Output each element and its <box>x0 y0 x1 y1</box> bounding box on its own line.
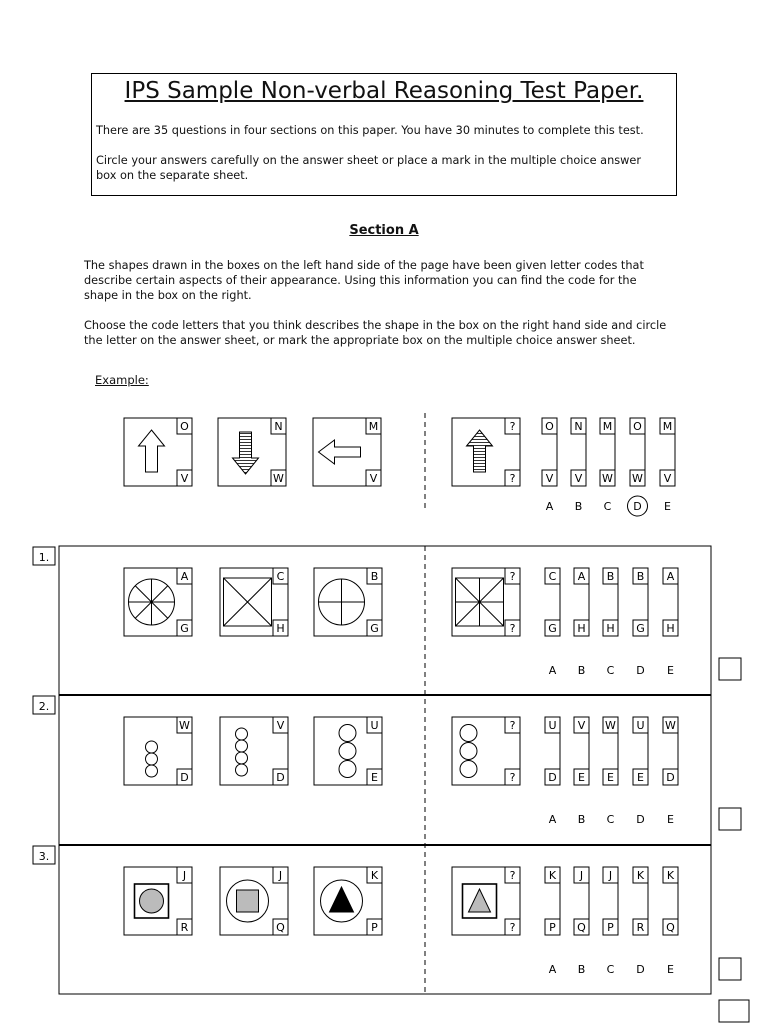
code-letter-bottom: P <box>371 921 378 934</box>
question-shape <box>220 568 288 636</box>
circle-with-black-triangle-icon <box>321 880 363 922</box>
option-code-bottom: V <box>545 472 554 485</box>
option-code-top: M <box>602 420 613 433</box>
option-code-bottom: D <box>666 771 675 784</box>
option-code-top: O <box>545 420 554 433</box>
option-letter: C <box>606 963 615 976</box>
page-title: IPS Sample Non-verbal Reasoning Test Paper. <box>124 78 644 104</box>
option-code-bottom: G <box>548 622 557 635</box>
intro-text-line: There are 35 questions in four sections on this paper. You have 30 minutes to complete this test. <box>96 124 644 137</box>
question-option <box>545 568 560 677</box>
code-letter-bottom: ? <box>509 921 516 934</box>
option-code-bottom: Q <box>577 921 586 934</box>
example-option <box>542 418 557 513</box>
question-option <box>574 867 589 976</box>
code-letter-bottom: V <box>180 472 189 485</box>
code-letter-top: B <box>370 570 379 583</box>
code-letter-bottom: Q <box>276 921 285 934</box>
option-code-bottom: G <box>636 622 645 635</box>
option-code-top: V <box>577 719 586 732</box>
circle-cross-icon <box>319 579 365 625</box>
code-letter-top: W <box>179 719 190 732</box>
question-number: 1. <box>38 551 50 564</box>
option-code-bottom: P <box>549 921 556 934</box>
code-letter-top: J <box>278 869 283 882</box>
example-shape <box>313 418 381 486</box>
option-code-bottom: E <box>637 771 644 784</box>
code-letter-top: C <box>276 570 285 583</box>
question-option <box>545 867 560 976</box>
option-code-top: K <box>636 869 645 882</box>
option-letter: A <box>548 963 557 976</box>
option-letter: B <box>574 500 583 513</box>
square-with-grey-triangle-icon <box>463 884 497 918</box>
question-target <box>452 867 520 935</box>
option-code-top: O <box>633 420 642 433</box>
question-1 <box>33 547 55 565</box>
example-shape <box>218 418 286 486</box>
option-letter: C <box>606 813 615 826</box>
intro-text-line: box on the separate sheet. <box>96 169 249 182</box>
example-shape <box>124 418 192 486</box>
option-code-bottom: E <box>607 771 614 784</box>
code-letter-top: M <box>368 420 379 433</box>
example-option <box>660 418 675 513</box>
option-code-bottom: E <box>578 771 585 784</box>
question-option <box>574 717 589 826</box>
example-option <box>571 418 586 513</box>
instruction-line: The shapes drawn in the boxes on the left hand side of the page have been given letter codes that <box>84 259 644 272</box>
code-letter-top: J <box>182 869 187 882</box>
option-letter: C <box>606 664 615 677</box>
option-code-bottom: P <box>607 921 614 934</box>
option-code-top: K <box>666 869 675 882</box>
instruction-line: shape in the box on the right. <box>84 289 252 302</box>
option-code-bottom: W <box>632 472 643 485</box>
option-code-top: W <box>665 719 676 732</box>
question-option <box>633 568 648 677</box>
option-letter: E <box>667 664 674 677</box>
option-code-top: A <box>577 570 586 583</box>
option-letter: A <box>548 813 557 826</box>
code-letter-bottom: G <box>180 622 189 635</box>
code-letter-bottom: V <box>369 472 378 485</box>
question-option <box>663 717 678 826</box>
square-x-icon <box>224 578 272 626</box>
question-shape <box>124 568 192 636</box>
code-letter-bottom: ? <box>509 472 516 485</box>
question-option <box>663 568 678 677</box>
option-letter: A <box>548 664 557 677</box>
option-code-bottom: H <box>666 622 675 635</box>
question-option <box>574 568 589 677</box>
option-code-top: U <box>636 719 645 732</box>
question-option <box>545 717 560 826</box>
option-letter: D <box>636 664 645 677</box>
section-heading: Section A <box>349 223 419 238</box>
option-letter: D <box>636 963 645 976</box>
example-label: Example: <box>95 373 149 387</box>
option-letter: B <box>577 813 586 826</box>
question-option <box>603 867 618 976</box>
code-letter-bottom: H <box>276 622 285 635</box>
question-option <box>633 867 648 976</box>
code-letter-top: ? <box>509 420 516 433</box>
option-code-top: J <box>579 869 584 882</box>
example-option <box>600 418 615 513</box>
question-target <box>452 568 520 636</box>
answer-checkbox[interactable] <box>719 1000 749 1022</box>
example-option <box>628 418 648 516</box>
question-number: 2. <box>38 700 50 713</box>
square-with-grey-circle-icon <box>135 884 169 918</box>
option-code-top: A <box>666 570 675 583</box>
instruction-line: the letter on the answer sheet, or mark the appropriate box on the multiple choice answer sheet. <box>84 334 636 347</box>
question-option <box>663 867 678 976</box>
code-letter-bottom: D <box>276 771 285 784</box>
code-letter-bottom: R <box>180 921 189 934</box>
code-letter-top: K <box>370 869 379 882</box>
code-letter-bottom: D <box>180 771 189 784</box>
question-2 <box>33 696 55 714</box>
code-letter-bottom: ? <box>509 622 516 635</box>
code-letter-top: U <box>370 719 379 732</box>
question-shape <box>314 867 382 935</box>
option-letter: E <box>667 963 674 976</box>
question-3 <box>33 846 55 864</box>
option-letter: A <box>545 500 554 513</box>
option-letter: E <box>664 500 671 513</box>
three-medium-circles-icon <box>460 725 477 778</box>
option-code-top: C <box>548 570 557 583</box>
option-code-top: U <box>548 719 557 732</box>
code-letter-bottom: E <box>371 771 378 784</box>
option-code-top: W <box>605 719 616 732</box>
option-letter: B <box>577 664 586 677</box>
question-shape <box>124 867 192 935</box>
option-code-top: B <box>606 570 615 583</box>
question-number: 3. <box>38 850 50 863</box>
option-code-bottom: Q <box>666 921 675 934</box>
intro-text-line: Circle your answers carefully on the answer sheet or place a mark in the multiple choice answer <box>96 154 641 167</box>
code-letter-top: ? <box>509 570 516 583</box>
instruction-line: describe certain aspects of their appearance. Using this information you can find the code for the <box>84 274 637 287</box>
code-letter-bottom: W <box>273 472 284 485</box>
question-shape <box>124 717 192 785</box>
answer-checkbox[interactable] <box>719 958 741 980</box>
option-letter: E <box>667 813 674 826</box>
option-letter: D <box>636 813 645 826</box>
option-code-top: N <box>574 420 583 433</box>
answer-checkbox[interactable] <box>719 808 741 830</box>
code-letter-top: N <box>274 420 283 433</box>
code-letter-top: ? <box>509 719 516 732</box>
question-shape <box>220 717 288 785</box>
option-code-bottom: R <box>636 921 645 934</box>
question-option <box>633 717 648 826</box>
option-code-bottom: H <box>577 622 586 635</box>
code-letter-top: V <box>276 719 285 732</box>
question-target <box>452 717 520 785</box>
option-code-bottom: H <box>606 622 615 635</box>
answer-checkbox[interactable] <box>719 658 741 680</box>
option-code-top: J <box>608 869 613 882</box>
code-letter-bottom: G <box>370 622 379 635</box>
option-code-top: B <box>636 570 645 583</box>
question-shape <box>220 867 288 935</box>
option-code-bottom: V <box>663 472 672 485</box>
code-letter-top: O <box>180 420 189 433</box>
option-letter: D <box>633 500 642 513</box>
question-option <box>603 568 618 677</box>
circle-eight-spokes-icon <box>129 579 175 625</box>
option-letter: C <box>603 500 612 513</box>
code-letter-top: A <box>180 570 189 583</box>
question-shape <box>314 568 382 636</box>
instruction-line: Choose the code letters that you think describes the shape in the box on the right hand side and circle <box>84 319 667 332</box>
code-letter-top: ? <box>509 869 516 882</box>
square-eight-spokes-icon <box>456 578 504 626</box>
three-large-circles-icon <box>339 725 356 778</box>
question-shape <box>314 717 382 785</box>
question-option <box>603 717 618 826</box>
option-code-bottom: D <box>548 771 557 784</box>
option-code-bottom: W <box>602 472 613 485</box>
option-code-bottom: V <box>574 472 583 485</box>
example-target <box>452 418 520 486</box>
option-code-top: M <box>662 420 673 433</box>
code-letter-bottom: ? <box>509 771 516 784</box>
circle-with-grey-square-icon <box>227 880 269 922</box>
three-small-circles-icon <box>146 741 158 777</box>
option-letter: B <box>577 963 586 976</box>
option-code-top: K <box>548 869 557 882</box>
